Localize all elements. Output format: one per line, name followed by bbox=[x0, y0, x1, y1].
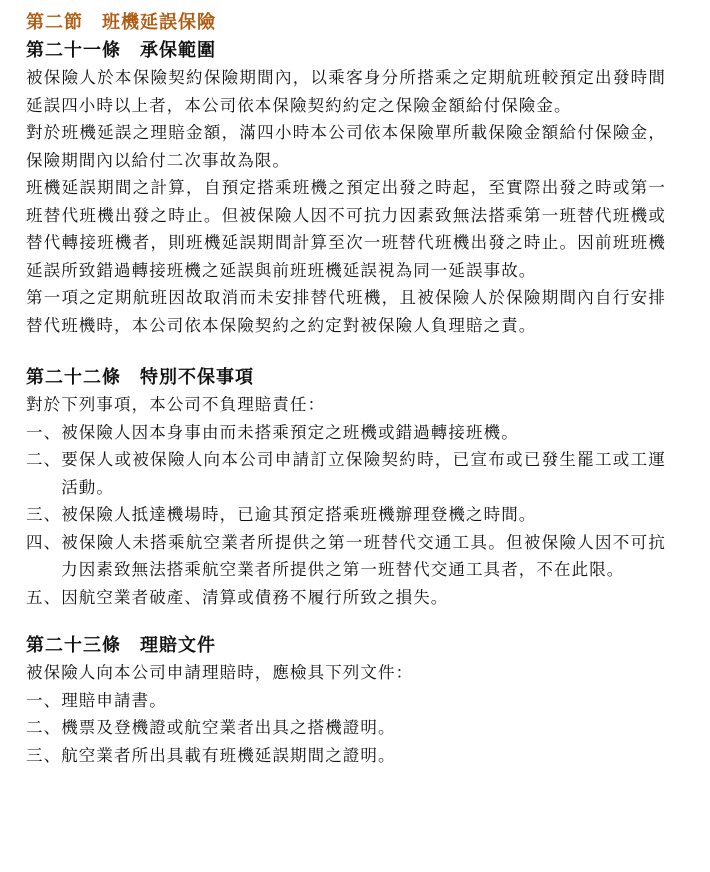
article-22-title: 第二十二條 特別不保事項 bbox=[26, 367, 254, 388]
list-item-number: 一、 bbox=[26, 422, 62, 442]
list-item-number: 三、 bbox=[26, 505, 62, 524]
spacer bbox=[26, 339, 666, 365]
list-item bbox=[26, 687, 666, 715]
list-item bbox=[26, 714, 666, 742]
article-21-title: 第二十一條 承保範圍 bbox=[26, 40, 216, 61]
list-item-text: 被保險人抵達機場時，已逾其預定搭乘班機辦理登機之時間。 bbox=[61, 505, 537, 524]
list-item-text: 因航空業者破產、清算或債務不履行所致之損失。 bbox=[61, 587, 449, 607]
document-page bbox=[26, 10, 666, 769]
list-item bbox=[26, 419, 666, 447]
list-item-text: 機票及登機證或航空業者出具之搭機證明。 bbox=[61, 718, 396, 737]
list-item bbox=[26, 584, 666, 612]
list-item-number: 四、 bbox=[26, 532, 62, 552]
list-item bbox=[26, 446, 666, 501]
list-item-number: 二、 bbox=[26, 718, 62, 737]
article-21-paragraph-4: 第一項之定期航班因故取消而未安排替代班機，且被保險人於保險期間內自行安排替代班機時，本公司依本保險契約之約定對被保險人負理賠之責。 bbox=[26, 288, 666, 335]
article-23-title: 第二十三條 理賠文件 bbox=[26, 635, 216, 656]
list-item-text: 被保險人因本身事由而未搭乘預定之班機或錯過轉接班機。 bbox=[61, 422, 519, 442]
list-item-text: 航空業者所出具載有班機延誤期間之證明。 bbox=[61, 745, 396, 765]
article-21-paragraph-2: 對於班機延誤之理賠金額，滿四小時本公司依本保險單所載保險金額給付保險金，保險期間內以給付二次事故為限。 bbox=[26, 123, 666, 170]
article-21-paragraph-3: 班機延誤期間之計算，自預定搭乘班機之預定出發之時起，至實際出發之時或第一班替代班機出發之時止。但被保險人因不可抗力因素致無法搭乘第一班替代班機或替代轉接班機者，則班機延誤期間計算至次一班替代班機出發之時止。因前班班機延誤所致錯過轉接班機之延誤與前班班機延誤視為同一延誤事故。 bbox=[26, 178, 666, 280]
article-21 bbox=[26, 38, 666, 339]
spacer bbox=[26, 611, 666, 633]
article-23 bbox=[26, 633, 666, 769]
list-item-number: 三、 bbox=[26, 745, 62, 765]
section-title: 第二節 班機延誤保險 bbox=[26, 12, 216, 33]
list-item-text: 理賠申請書。 bbox=[61, 690, 167, 710]
list-item-number: 二、 bbox=[26, 450, 62, 469]
list-item bbox=[26, 529, 666, 584]
list-item bbox=[26, 501, 666, 529]
list-item-text: 被保險人未搭乘航空業者所提供之第一班替代交通工具。但被保險人因不可抗力因素致無法搭乘航空業者所提供之第一班替代交通工具者，不在此限。 bbox=[61, 532, 666, 579]
article-21-paragraph-1: 被保險人於本保險契約保險期間內，以乘客身分所搭乘之定期航班較預定出發時間延誤四小時以上者，本公司依本保險契約約定之保險金額給付保險金。 bbox=[26, 68, 666, 115]
article-22-intro: 對於下列事項，本公司不負理賠責任： bbox=[26, 395, 326, 414]
article-22 bbox=[26, 365, 666, 611]
list-item-text: 要保人或被保險人向本公司申請訂立保險契約時，已宣布或已發生罷工或工運活動。 bbox=[61, 450, 666, 497]
article-23-intro: 被保險人向本公司申請理賠時，應檢具下列文件： bbox=[26, 663, 414, 682]
list-item bbox=[26, 742, 666, 770]
list-item-number: 五、 bbox=[26, 587, 62, 607]
list-item-number: 一、 bbox=[26, 690, 62, 710]
